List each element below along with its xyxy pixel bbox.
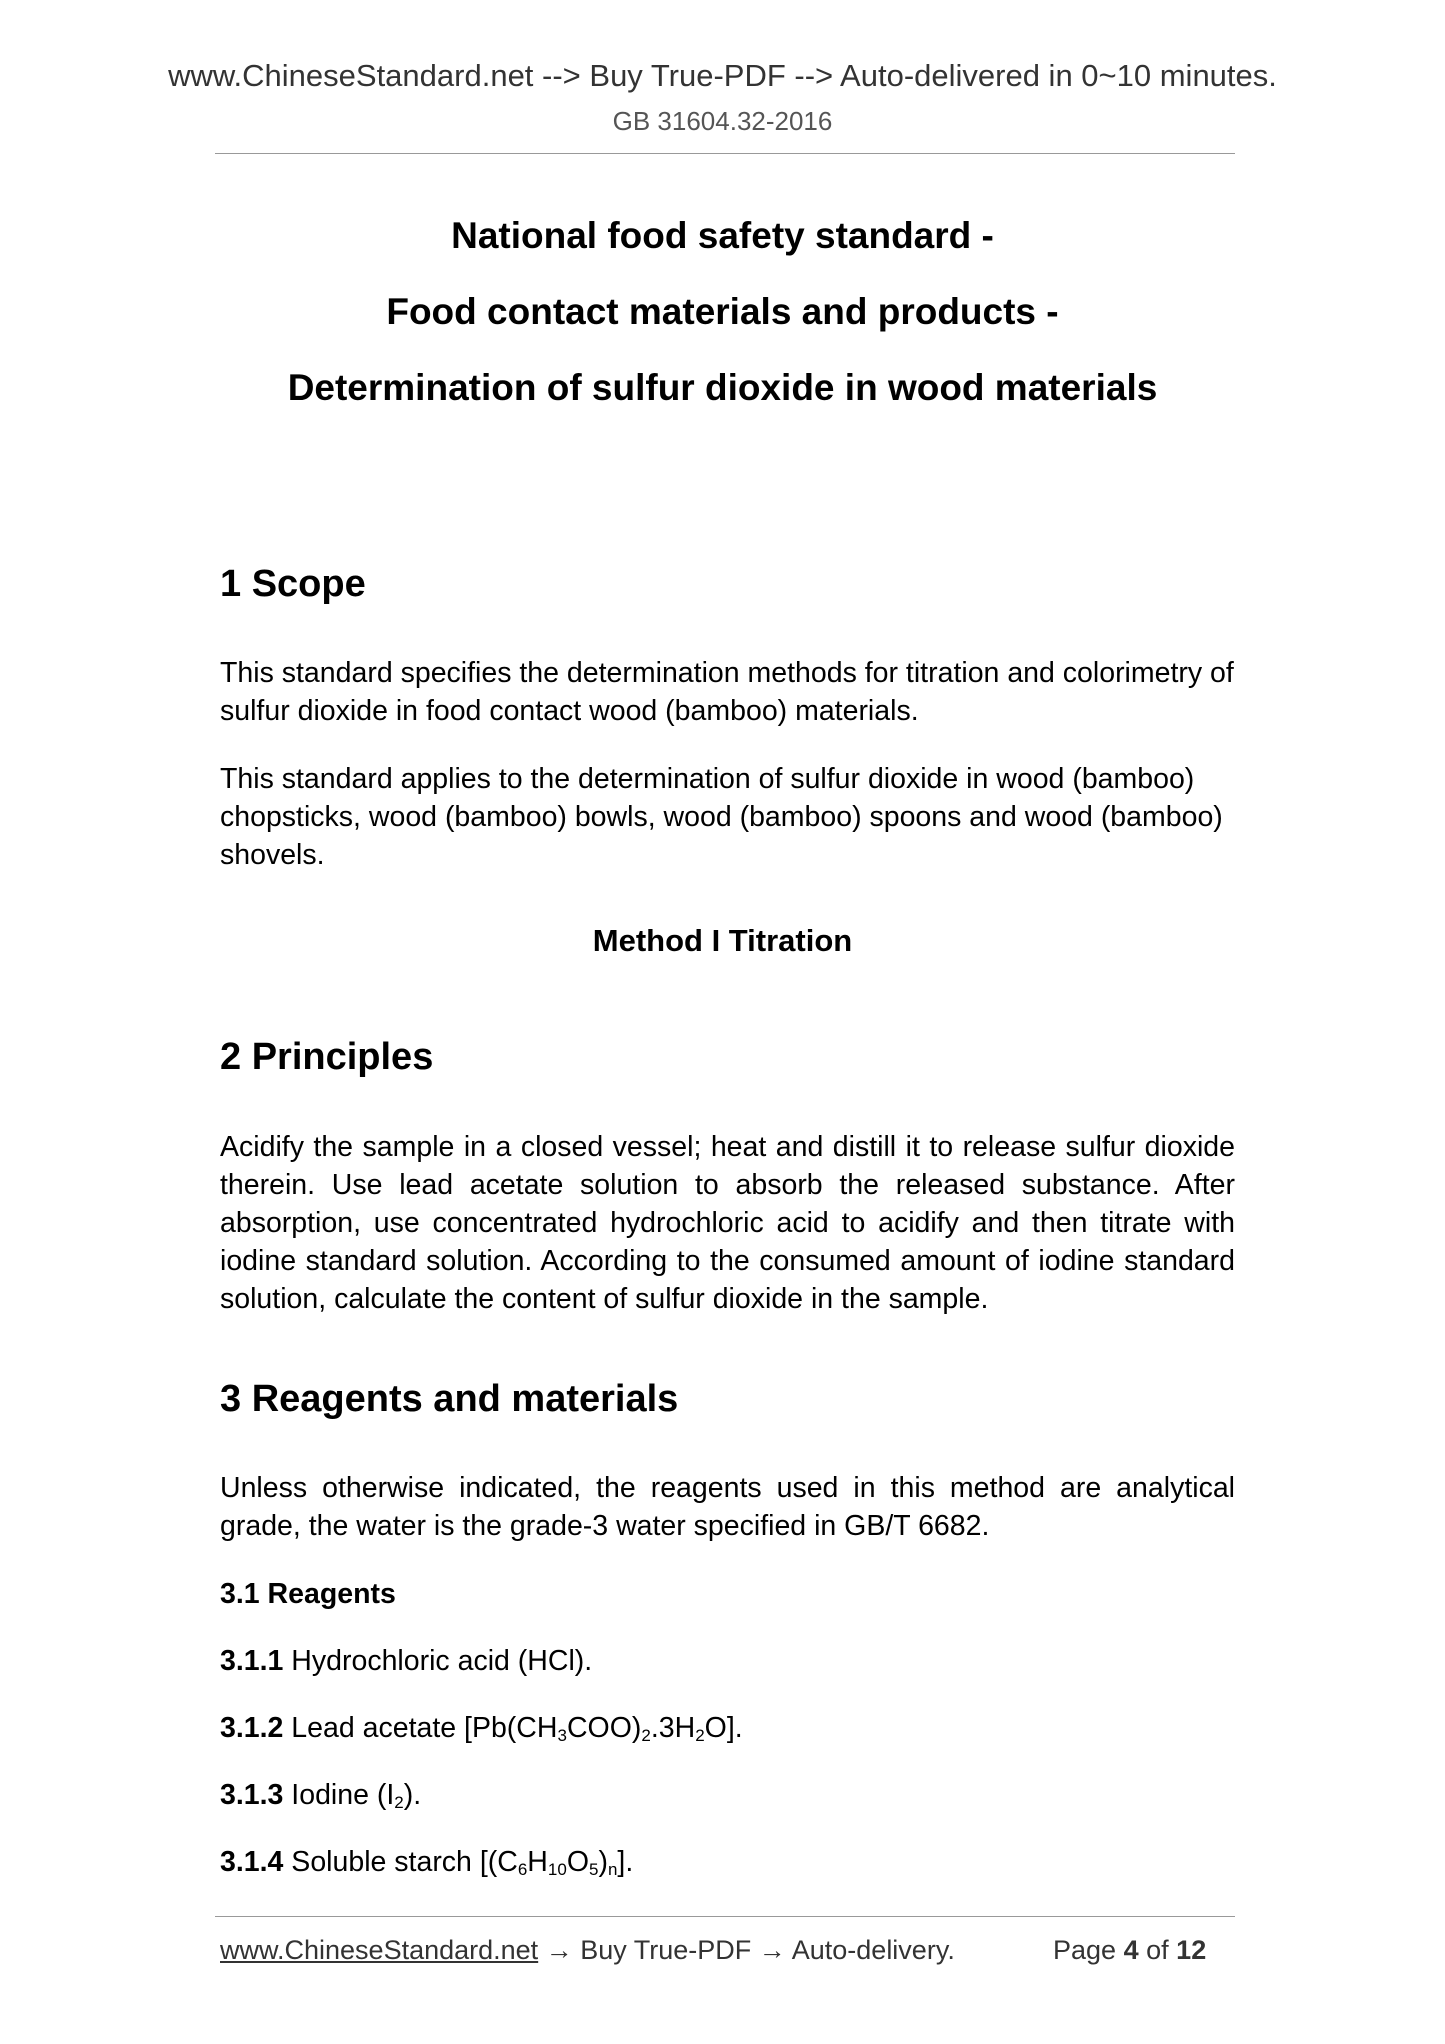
principles-paragraph: Acidify the sample in a closed vessel; heat and distill it to release sulfur dioxide therein. Use lead acetate solution to absorb the released substance. After absorption, use concentrated hydrochloric acid to acidify and then titrate with iodine standard solution. According to the consumed amount of iodine standard solution, calculate the content of sulfur dioxide in the sample. <box>220 1131 1235 1315</box>
reagent-item-text <box>283 1645 592 1677</box>
footer-divider <box>215 1916 1235 1917</box>
formula-subscript: 2 <box>695 1726 705 1745</box>
reagent-item-number: 3.1.4 <box>220 1846 284 1878</box>
reagent-item-text <box>283 1779 421 1811</box>
reagent-item-number: 3.1.3 <box>220 1779 284 1811</box>
page-label: Page <box>1053 1935 1117 1965</box>
formula-text: ]. <box>617 1846 634 1878</box>
subsection-heading-reagents: 3.1 Reagents <box>220 1578 396 1610</box>
title-line-2: Food contact materials and products - <box>386 291 1059 332</box>
formula-subscript: 2 <box>394 1793 404 1812</box>
section-heading-scope: 1 Scope <box>220 563 366 605</box>
reagent-item-number: 3.1.2 <box>220 1712 284 1744</box>
formula-subscript: 2 <box>641 1726 651 1745</box>
formula-text: Soluble starch [(C <box>283 1846 518 1878</box>
reagent-item-text <box>283 1846 633 1878</box>
standard-number: GB 31604.32-2016 <box>612 106 833 136</box>
formula-text: .3H <box>650 1712 696 1744</box>
reagent-item <box>220 1846 633 1879</box>
footer-left <box>220 1935 955 1966</box>
page-current: 4 <box>1123 1935 1139 1965</box>
scope-paragraph-1: This standard specifies the determination methods for titration and colorimetry of sulfur dioxide in food contact wood (bamboo) materials. <box>220 657 1234 727</box>
formula-subscript: 3 <box>557 1726 567 1745</box>
formula-subscript: 10 <box>547 1860 567 1879</box>
footer-tagline: → Buy True-PDF → Auto-delivery. <box>538 1935 955 1965</box>
formula-subscript: 6 <box>517 1860 528 1879</box>
page-of: of <box>1146 1935 1169 1965</box>
reagent-item <box>220 1712 743 1745</box>
section-heading-principles: 2 Principles <box>220 1036 434 1078</box>
page-total: 12 <box>1176 1935 1207 1965</box>
section-heading-reagents-materials: 3 Reagents and materials <box>220 1378 679 1420</box>
formula-text: Iodine (I <box>283 1779 395 1811</box>
reagent-item-text <box>283 1712 742 1744</box>
reagents-paragraph: Unless otherwise indicated, the reagents used in this method are analytical grade, the water is the grade-3 water specified in GB/T 6682. <box>220 1472 1235 1542</box>
formula-text: ). <box>403 1779 422 1811</box>
scope-paragraph-2: This standard applies to the determination of sulfur dioxide in wood (bamboo) chopsticks, wood (bamboo) bowls, wood (bamboo) spoons and wood (bamboo) shovels. <box>220 763 1223 871</box>
title-line-1: National food safety standard - <box>451 215 994 256</box>
header-banner: www.ChineseStandard.net --> Buy True-PDF --> Auto-delivered in 0~10 minutes. <box>168 58 1277 93</box>
formula-text: O <box>566 1846 589 1878</box>
formula-text: H <box>527 1846 548 1878</box>
footer-website-link[interactable]: www.ChineseStandard.net <box>220 1935 539 1965</box>
reagent-item-number: 3.1.1 <box>220 1645 284 1677</box>
header-divider <box>215 153 1235 154</box>
reagent-item <box>220 1645 592 1678</box>
formula-subscript: 5 <box>588 1860 599 1879</box>
method-title: Method I Titration <box>592 923 853 958</box>
title-line-3: Determination of sulfur dioxide in wood materials <box>287 367 1158 408</box>
formula-text: O]. <box>704 1712 743 1744</box>
formula-subscript: n <box>607 1860 618 1879</box>
formula-text: Hydrochloric acid (HCl). <box>283 1645 593 1677</box>
formula-text: COO) <box>566 1712 642 1744</box>
reagent-item <box>220 1779 421 1812</box>
page-indicator <box>1053 1935 1206 1966</box>
formula-text: ) <box>598 1846 608 1878</box>
formula-text: Lead acetate [Pb(CH <box>283 1712 558 1744</box>
